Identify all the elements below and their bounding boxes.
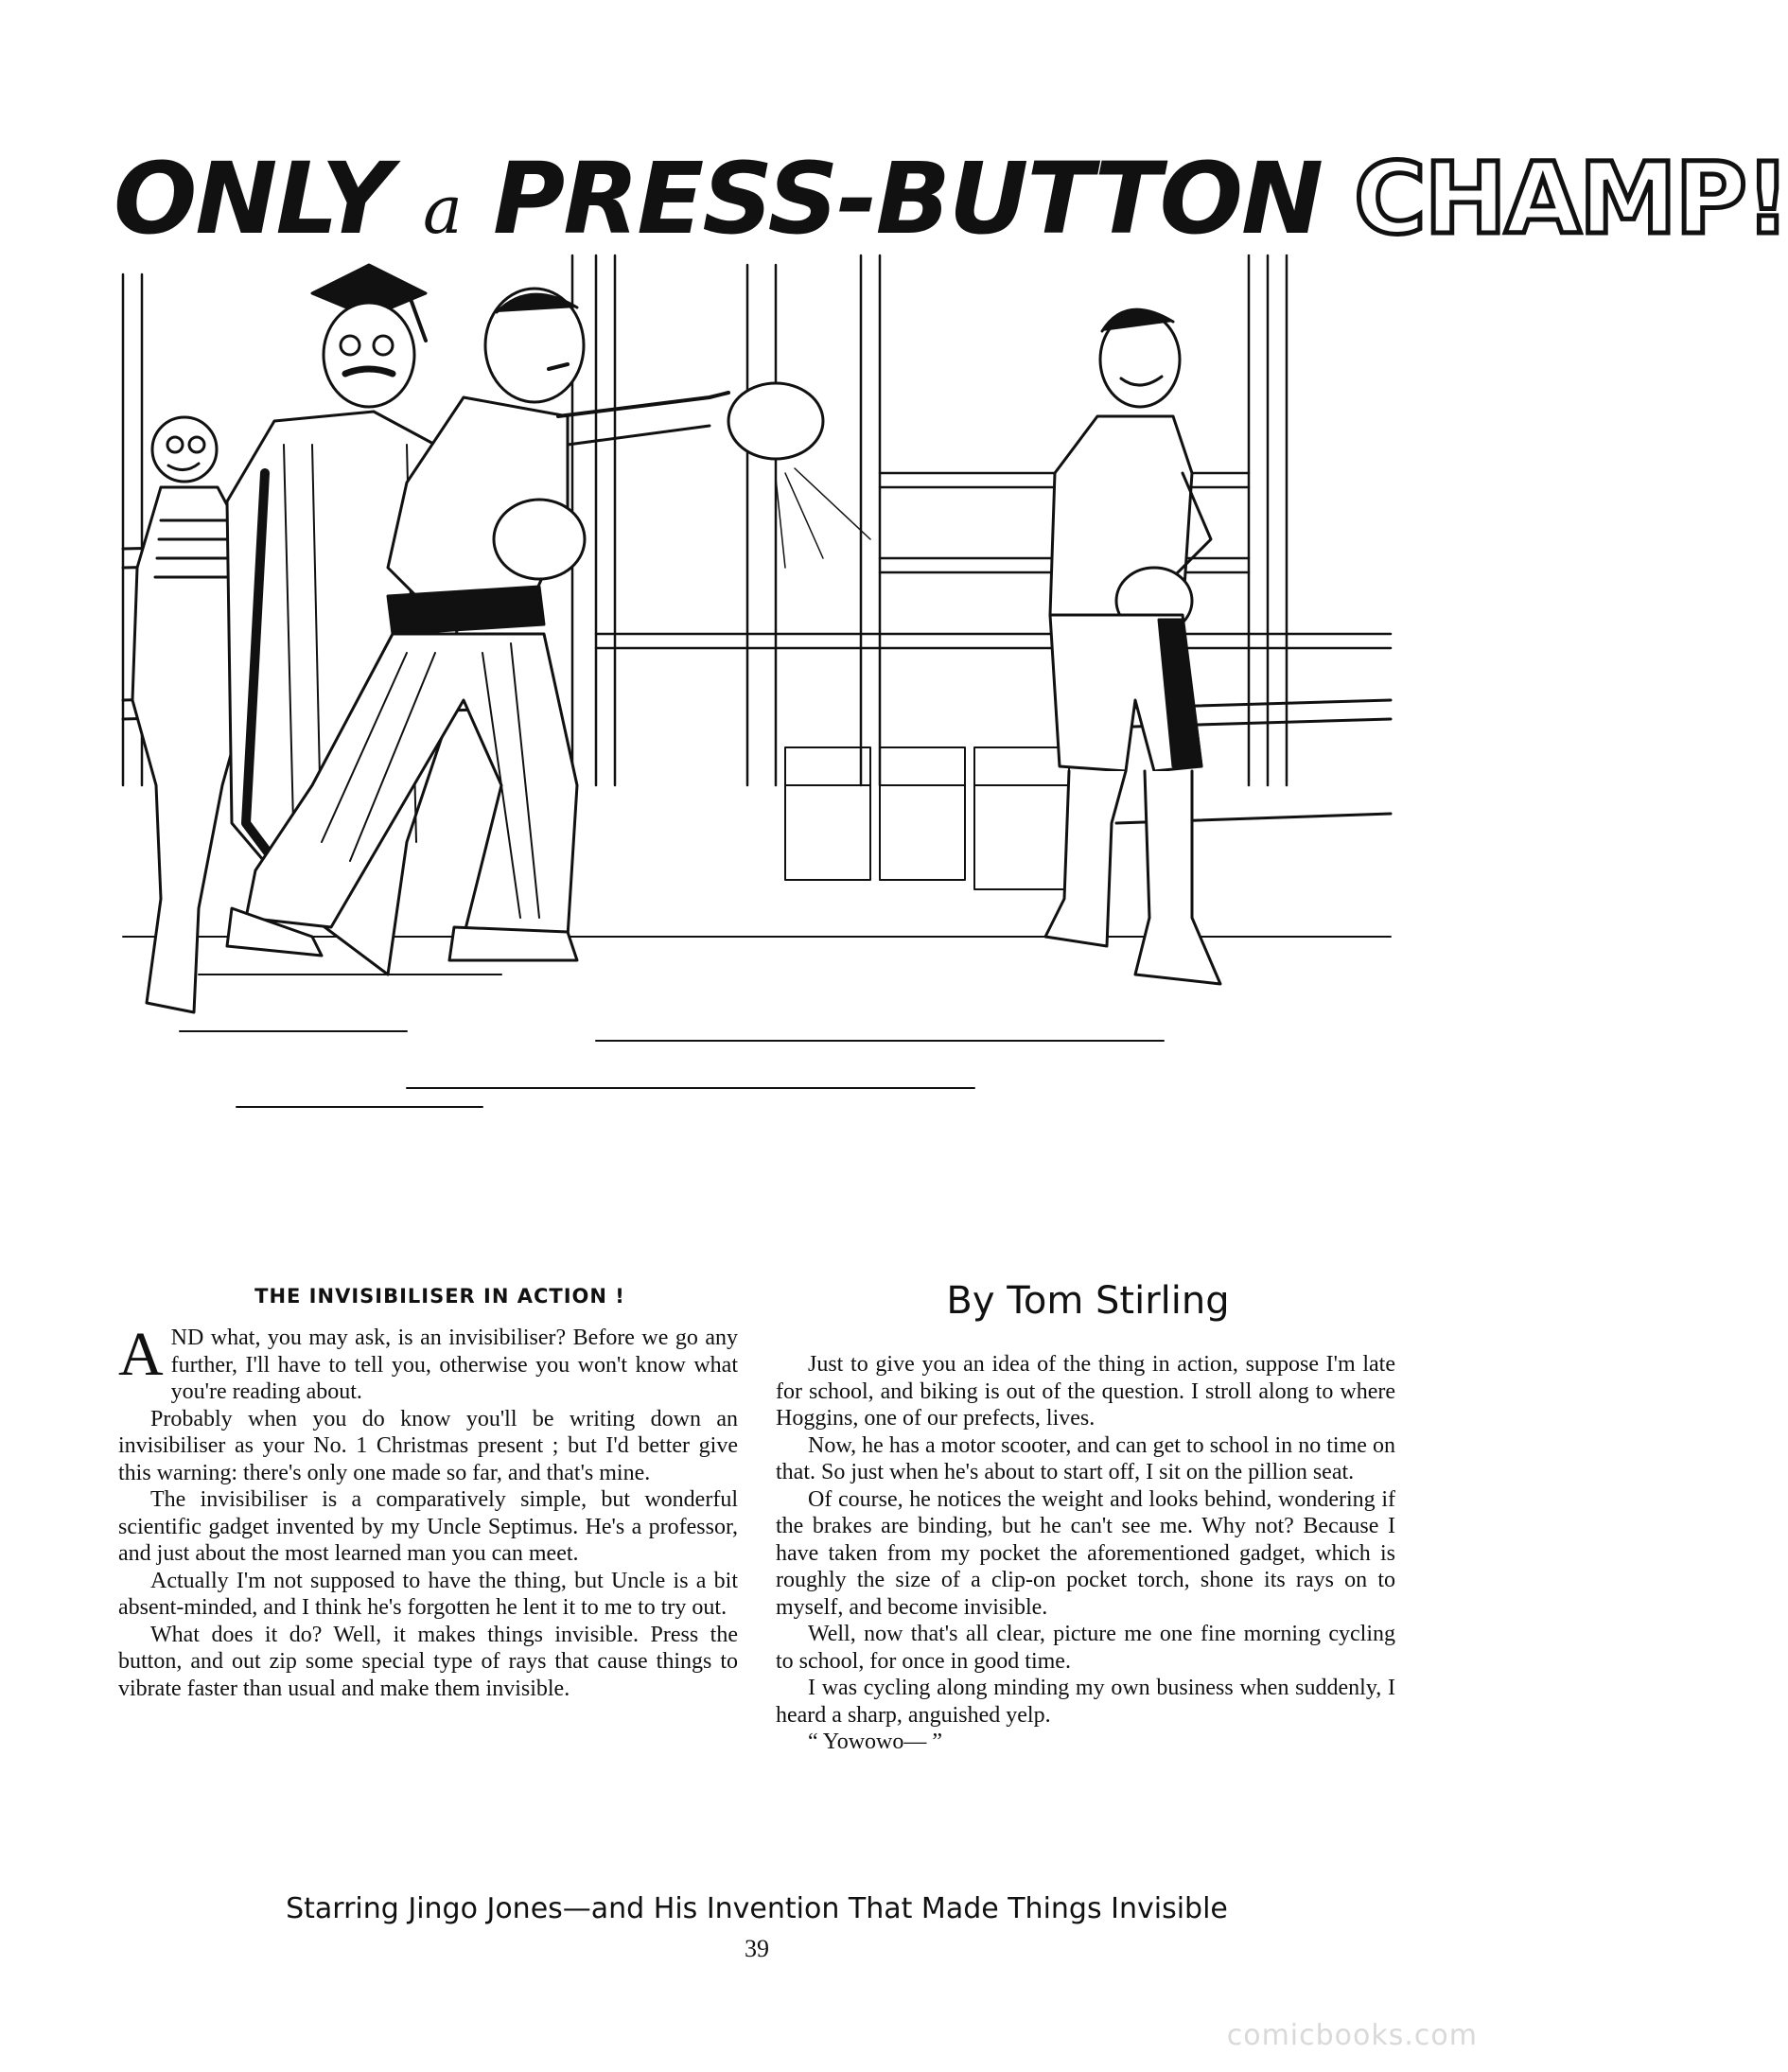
paragraph: Well, now that's all clear, picture me one fine morning cycling to school, for once in good time.: [776, 1622, 1395, 1674]
page-number: 39: [745, 1935, 769, 1962]
paragraph: I was cycling along minding my own business when suddenly, I heard a sharp, anguished yelp.: [776, 1676, 1395, 1728]
paragraph: Now, he has a motor scooter, and can get to school in no time on that. So just when he's about to start off, I sit on the pillion seat.: [776, 1432, 1395, 1484]
left-text-column: [118, 1320, 738, 1702]
boy-boxer-figure: [1045, 309, 1220, 984]
title-word-press-button: PRESS-BUTTON: [493, 141, 1323, 256]
paragraph: Probably when you do know you'll be writing down an invisibiliser as your No. 1 Christmas present ; but I'd better give this warning: there's only one made so far, and that's mine.: [118, 1406, 738, 1485]
chairs: [785, 747, 1069, 889]
paragraph: Actually I'm not supposed to have the thing, but Uncle is a bit absent-minded, and I think he's forgotten he lent it to me to try out.: [118, 1568, 738, 1620]
title-word-a: a: [423, 171, 461, 249]
title-word-champ: CHAMP!: [1354, 141, 1788, 256]
paragraph: Of course, he notices the weight and looks behind, wondering if the brakes are binding, but he can't see me. Why not? Because I have taken from my pocket the aforementioned gadget, which is roughly the size of a clip-on pocket torch, shone its rays on to myself, and become invisible.: [776, 1486, 1395, 1620]
story-title: [114, 141, 1788, 256]
paragraph: The invisibiliser is a comparatively simple, but wonderful scientific gadget invented by my Uncle Septimus. He's a professor, and just about the most learned man you can meet.: [118, 1487, 738, 1566]
paragraph: Just to give you an idea of the thing in action, suppose I'm late for school, and biking is out of the question. I stroll along to where Hoggins, one of our prefects, lives.: [776, 1352, 1395, 1431]
paragraph: AND what, you may ask, is an invisibiliser? Before we go any further, I'll have to tell you, otherwise you won't know what you're reading about.: [118, 1320, 738, 1404]
story-tagline: Starring Jingo Jones—and His Invention That Made Things Invisible: [286, 1892, 1228, 1925]
paragraph: “ Yowowo— ”: [808, 1730, 943, 1754]
boxing-ring-illustration: [123, 255, 1391, 1258]
title-word-only: ONLY: [114, 141, 391, 256]
site-watermark: comicbooks.com: [1226, 2019, 1478, 2052]
paragraph: What does it do? Well, it makes things invisible. Press the button, and out zip some special type of rays that cause things to vibrate faster than usual and make them invisible.: [118, 1622, 738, 1701]
right-text-column: [776, 1351, 1395, 1756]
illustration-caption: THE INVISIBILISER IN ACTION !: [254, 1285, 625, 1308]
drop-cap: A: [118, 1320, 164, 1389]
author-byline: By Tom Stirling: [946, 1279, 1230, 1323]
